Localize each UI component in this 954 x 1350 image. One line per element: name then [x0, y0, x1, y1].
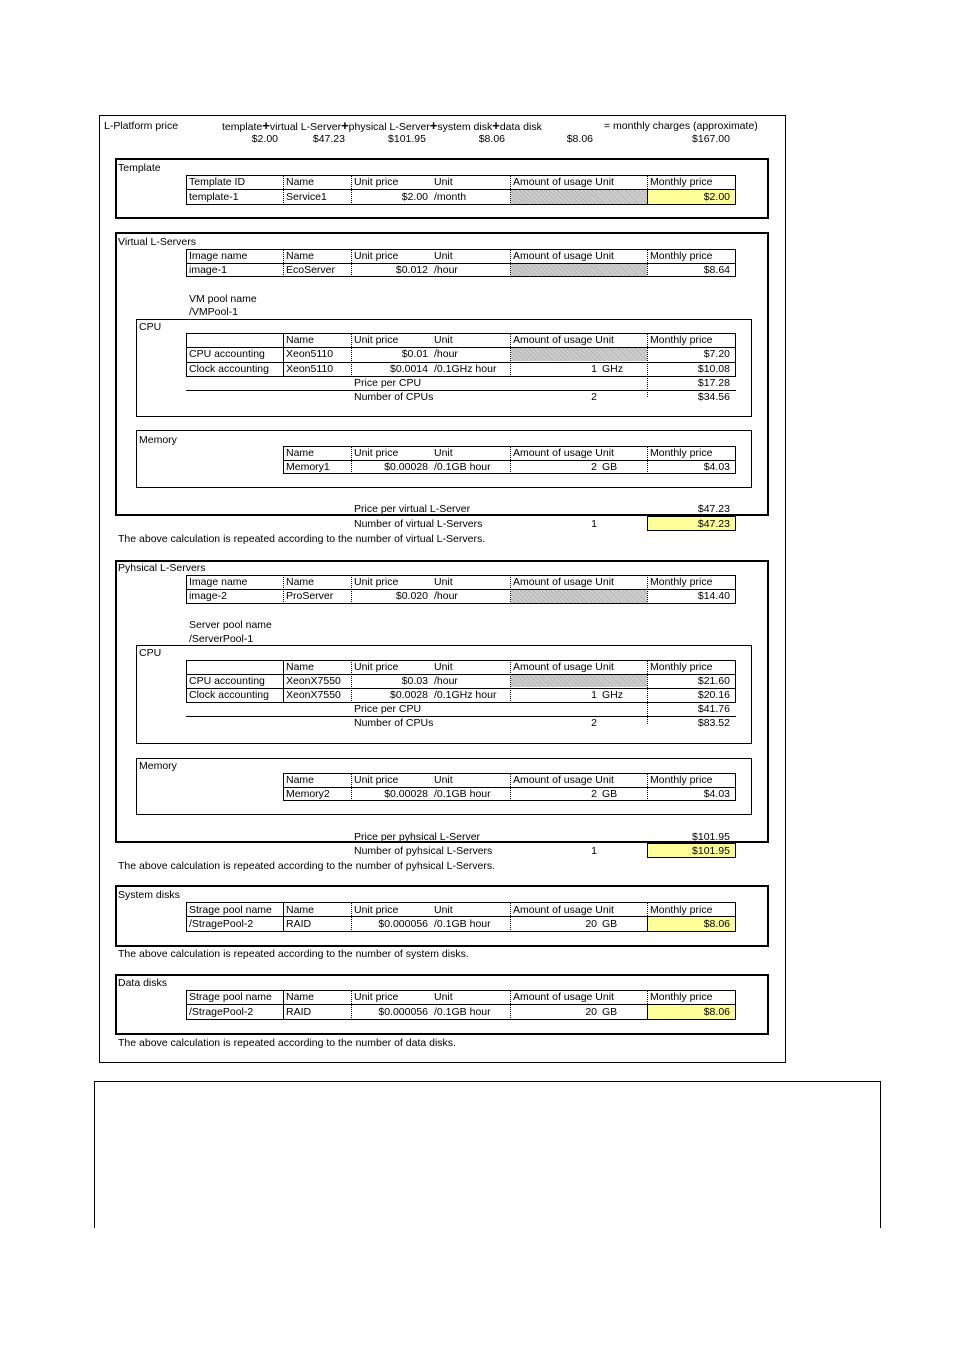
price-per-virtual: $47.23: [697, 503, 730, 515]
physical-unit-price: $0.020: [395, 590, 428, 602]
l-platform-price-label: L-Platform price: [104, 120, 179, 132]
number-of-cpus-label: Number of CPUs: [354, 391, 434, 403]
col-amount-header: Amount of usage Unit: [513, 250, 614, 262]
plus-icon: +: [429, 118, 438, 133]
disabled-cell: [511, 590, 647, 603]
disabled-cell: [511, 348, 647, 361]
number-of-virtual-label: Number of virtual L-Servers: [354, 518, 483, 530]
price-per-virtual-label: Price per virtual L-Server: [354, 503, 471, 515]
memory-name: Memory1: [286, 461, 330, 473]
cpu-name: XeonX7550: [286, 675, 341, 687]
clock-accounting-label: Clock accounting: [189, 689, 269, 701]
cpu-accounting-label: CPU accounting: [189, 675, 265, 687]
virtual-image-name: image-1: [189, 264, 227, 276]
col-unit-price-header: Unit price: [354, 991, 399, 1003]
col-name-header: Name: [286, 334, 315, 346]
virtual-unit-price: $0.012: [395, 264, 428, 276]
disabled-cell: [511, 190, 647, 204]
header-value-system-disk: $8.06: [478, 133, 505, 145]
physical-note: The above calculation is repeated according to the number of pyhsical L-Servers.: [118, 860, 496, 872]
col-amount-header: Amount of usage Unit: [513, 576, 614, 588]
col-monthly-header: Monthly price: [650, 774, 713, 786]
physical-image-monthly: $14.40: [697, 590, 730, 602]
cpu-unit-price: $0.03: [401, 675, 428, 687]
header-value-total: $167.00: [692, 133, 730, 145]
plus-icon: +: [262, 118, 270, 133]
col-amount-header: Amount of usage Unit: [513, 904, 614, 916]
system-disk-amount: 20: [585, 918, 597, 930]
formula-equals: = monthly charges (approximate): [604, 120, 758, 132]
clock-unit-price: $0.0028: [390, 689, 428, 701]
formula-data-disk: data disk: [499, 121, 542, 133]
clock-unit-price: $0.0014: [390, 363, 428, 375]
data-disk-unit-price: $0.000056: [378, 1006, 428, 1018]
disabled-cell: [511, 264, 647, 276]
image-name-header: Image name: [189, 576, 248, 588]
clock-amount-unit: GHz: [602, 363, 623, 375]
price-per-cpu-label: Price per CPU: [354, 377, 422, 389]
col-unit-price-header: Unit price: [354, 334, 399, 346]
col-monthly-header: Monthly price: [650, 661, 713, 673]
memory-amount-unit: GB: [602, 788, 618, 800]
template-id-header: Template ID: [189, 176, 246, 188]
cpu-monthly: $21.60: [697, 675, 730, 687]
col-monthly-header: Monthly price: [650, 904, 713, 916]
price-formula: [222, 120, 542, 133]
cpu-name: Xeon5110: [286, 348, 334, 360]
template-section-title: Template: [118, 162, 161, 174]
data-disk-amount-unit: GB: [602, 1006, 618, 1018]
system-disk-monthly: $8.06: [703, 918, 730, 930]
template-monthly-price: $2.00: [703, 191, 730, 203]
header-value-virtual: $47.23: [312, 133, 345, 145]
col-unit-header: Unit: [434, 250, 453, 262]
col-unit-header: Unit: [434, 991, 453, 1003]
clock-name: Xeon5110: [286, 363, 334, 375]
system-disk-name: RAID: [286, 918, 312, 930]
vm-pool-value: /VMPool-1: [189, 306, 239, 318]
data-disk-amount: 20: [585, 1006, 597, 1018]
disabled-cell: [511, 675, 647, 687]
clock-accounting-label: Clock accounting: [189, 363, 269, 375]
memory-monthly: $4.03: [703, 788, 730, 800]
col-amount-header: Amount of usage Unit: [513, 661, 614, 673]
virtual-note: The above calculation is repeated according to the number of virtual L-Servers.: [118, 533, 486, 545]
col-monthly-header: Monthly price: [650, 250, 713, 262]
col-unit-header: Unit: [434, 774, 453, 786]
server-pool-value: /ServerPool-1: [189, 633, 254, 645]
col-name-header: Name: [286, 904, 315, 916]
data-disk-name: RAID: [286, 1006, 312, 1018]
physical-total: $101.95: [692, 845, 730, 857]
physical-cpu-title: CPU: [139, 647, 162, 659]
clock-amount-unit: GHz: [602, 689, 623, 701]
number-of-cpus: 2: [591, 391, 597, 403]
col-unit-price-header: Unit price: [354, 661, 399, 673]
header-value-physical: $101.95: [388, 133, 426, 145]
number-of-physical-label: Number of pyhsical L-Servers: [354, 845, 493, 857]
system-disks-note: The above calculation is repeated according to the number of system disks.: [118, 948, 469, 960]
price-per-cpu: $17.28: [697, 377, 730, 389]
system-disk-unit: /0.1GB hour: [434, 918, 491, 930]
clock-amount: 1: [591, 689, 597, 701]
col-unit-header: Unit: [434, 904, 453, 916]
number-of-physical: 1: [591, 845, 597, 857]
col-unit-header: Unit: [434, 576, 453, 588]
cpu-monthly: $7.20: [703, 348, 730, 360]
clock-monthly: $10.08: [697, 363, 730, 375]
memory-unit: /0.1GB hour: [434, 788, 491, 800]
image-name-header: Image name: [189, 250, 248, 262]
formula-template: template: [222, 121, 263, 133]
col-unit-price-header: Unit price: [354, 774, 399, 786]
memory-unit: /0.1GB hour: [434, 461, 491, 473]
data-disks-note: The above calculation is repeated according to the number of data disks.: [118, 1037, 456, 1049]
price-per-cpu-label: Price per CPU: [354, 703, 422, 715]
col-unit-price-header: Unit price: [354, 250, 399, 262]
formula-system-disk: system disk: [437, 121, 493, 133]
memory-name: Memory2: [286, 788, 330, 800]
data-disks-title: Data disks: [118, 977, 168, 989]
template-name: Service1: [286, 191, 327, 203]
memory-amount: 2: [591, 461, 597, 473]
virtual-server-name: EcoServer: [286, 264, 336, 276]
number-of-virtual: 1: [591, 518, 597, 530]
header-value-template: $2.00: [251, 133, 278, 145]
virtual-unit: /hour: [434, 264, 458, 276]
physical-memory-title: Memory: [139, 760, 177, 772]
memory-unit-price: $0.00028: [384, 788, 428, 800]
empty-note-frame: [94, 1081, 881, 1228]
physical-server-name: ProServer: [286, 590, 334, 602]
system-disks-title: System disks: [118, 889, 180, 901]
virtual-image-monthly: $8.64: [703, 264, 730, 276]
col-monthly-header: Monthly price: [650, 334, 713, 346]
col-unit-price-header: Unit price: [354, 447, 399, 459]
cpu-unit: /hour: [434, 348, 458, 360]
plus-icon: +: [492, 118, 500, 133]
col-monthly-header: Monthly price: [650, 991, 713, 1003]
memory-amount: 2: [591, 788, 597, 800]
cpu-total: $34.56: [697, 391, 730, 403]
col-unit-price-header: Unit price: [354, 176, 399, 188]
col-name-header: Name: [286, 576, 315, 588]
formula-virtual: virtual L-Server: [269, 121, 342, 133]
cpu-unit-price: $0.01: [401, 348, 428, 360]
col-name-header: Name: [286, 661, 315, 673]
col-unit-header: Unit: [434, 334, 453, 346]
virtual-total: $47.23: [697, 518, 730, 530]
col-name-header: Name: [286, 774, 315, 786]
clock-unit: /0.1GHz hour: [434, 363, 497, 375]
col-unit-header: Unit: [434, 661, 453, 673]
strage-pool-header: Strage pool name: [189, 904, 272, 916]
formula-physical: physical L-Server: [348, 121, 430, 133]
data-disk-pool: /StragePool-2: [189, 1006, 254, 1018]
col-unit-header: Unit: [434, 176, 453, 188]
physical-image-name: image-2: [189, 590, 227, 602]
plus-icon: +: [341, 118, 349, 133]
clock-amount: 1: [591, 363, 597, 375]
col-amount-header: Amount of usage Unit: [513, 447, 614, 459]
template-unit: /month: [434, 191, 467, 203]
data-disk-unit: /0.1GB hour: [434, 1006, 491, 1018]
template-unit-price: $2.00: [401, 191, 428, 203]
system-disk-amount-unit: GB: [602, 918, 618, 930]
col-monthly-header: Monthly price: [650, 447, 713, 459]
template-id: template-1: [189, 191, 239, 203]
virtual-memory-title: Memory: [139, 434, 177, 446]
col-monthly-header: Monthly price: [650, 176, 713, 188]
col-name-header: Name: [286, 250, 315, 262]
data-disk-monthly: $8.06: [703, 1006, 730, 1018]
header-value-data-disk: $8.06: [566, 133, 593, 145]
number-of-cpus-label: Number of CPUs: [354, 717, 434, 729]
col-amount-header: Amount of usage Unit: [513, 176, 614, 188]
clock-name: XeonX7550: [286, 689, 341, 701]
price-per-physical: $101.95: [692, 831, 730, 843]
system-disk-pool: /StragePool-2: [189, 918, 254, 930]
cpu-accounting-label: CPU accounting: [189, 348, 265, 360]
strage-pool-header: Strage pool name: [189, 991, 272, 1003]
memory-unit-price: $0.00028: [384, 461, 428, 473]
price-per-physical-label: Price per pyhsical L-Server: [354, 831, 481, 843]
price-per-cpu: $41.76: [697, 703, 730, 715]
number-of-cpus: 2: [591, 717, 597, 729]
system-disk-unit-price: $0.000056: [378, 918, 428, 930]
physical-section-title: Pyhsical L-Servers: [118, 562, 206, 574]
memory-amount-unit: GB: [602, 461, 618, 473]
virtual-cpu-title: CPU: [139, 321, 162, 333]
clock-monthly: $20.16: [697, 689, 730, 701]
memory-monthly: $4.03: [703, 461, 730, 473]
col-name-header: Name: [286, 991, 315, 1003]
col-monthly-header: Monthly price: [650, 576, 713, 588]
col-amount-header: Amount of usage Unit: [513, 991, 614, 1003]
col-unit-price-header: Unit price: [354, 904, 399, 916]
physical-unit: /hour: [434, 590, 458, 602]
col-amount-header: Amount of usage Unit: [513, 334, 614, 346]
col-name-header: Name: [286, 447, 315, 459]
virtual-section-title: Virtual L-Servers: [118, 236, 197, 248]
col-unit-header: Unit: [434, 447, 453, 459]
col-name-header: Name: [286, 176, 315, 188]
server-pool-label: Server pool name: [189, 619, 272, 631]
col-unit-price-header: Unit price: [354, 576, 399, 588]
cpu-total: $83.52: [697, 717, 730, 729]
vm-pool-label: VM pool name: [189, 293, 257, 305]
cpu-unit: /hour: [434, 675, 458, 687]
col-amount-header: Amount of usage Unit: [513, 774, 614, 786]
clock-unit: /0.1GHz hour: [434, 689, 497, 701]
